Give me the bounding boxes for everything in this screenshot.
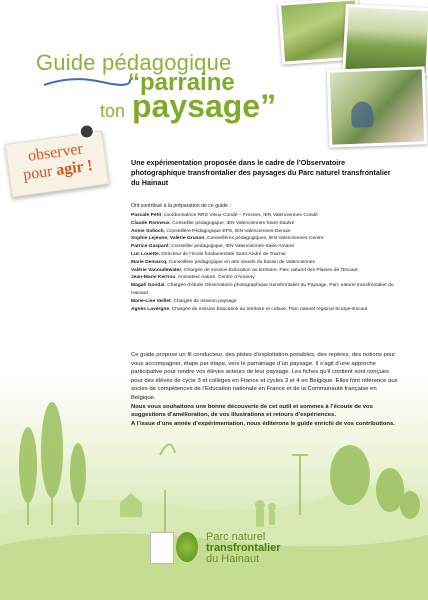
list-item — [131, 212, 406, 220]
description-paragraph: Ce guide propose un fil conducteur, des pistes d’exploitation possibles, des repères, des notions pour vous accompagner, étape par étape, vers le parrainage d’un paysage. Il s’agit d’une approche participative pour rendre vos élèves acteurs de leur paysage. Les fiches qu’il contient sont conçues pour des élèves de cycle 3 et collèges en France et cycles 3 et 4 en Belgique. Elles font référence aux socles de compétences de l’Education nationale en France et de la Communauté française en Belgique. — [131, 352, 398, 401]
contributor-name: Annie Solloch — [131, 228, 164, 234]
contributor-role: , Conseillère Pédagogique EPS, IEN Valenciennes-Denain — [163, 228, 291, 234]
title-guide-pedagogique: Guide pédagogique — [36, 50, 232, 75]
list-item — [131, 282, 406, 298]
parc-logo — [176, 532, 198, 562]
parc-name-line1: Parc naturel — [206, 531, 266, 543]
contributor-name: Agnès Lavergne — [131, 306, 170, 312]
partner-logo — [150, 532, 174, 564]
closing-paragraph: A l’issue d’une année d’expérimentation, nous éditerons le guide enrichi de vos contributions. — [131, 420, 395, 427]
contributor-name: Sophie Lejeune, Valérie Gruson — [131, 236, 205, 242]
field-photo — [342, 4, 428, 76]
list-item — [131, 259, 406, 267]
list-item — [131, 306, 406, 314]
title-paysage: paysage” — [132, 88, 277, 124]
class-activity-photo — [327, 66, 428, 147]
photo-collage — [278, 0, 428, 150]
stamp-line2-bold: agir ! — [55, 157, 94, 180]
stamp-line2-prefix: pour — [22, 162, 58, 184]
list-item — [131, 251, 406, 259]
list-item — [131, 220, 406, 228]
contributor-name: Valérie Vanoudewater — [131, 267, 182, 273]
contributor-role: , coordonnatrice RRS Vieux-Condé – Fresnes, IEN Valenciennes-Condé — [161, 213, 318, 218]
contributor-name: Claude Ronneux — [131, 220, 170, 226]
contributor-role: , Chargée de mission Education au territoire, Parc naturel des Plaines de l’Escaut — [181, 267, 358, 273]
contributor-name: Pascale Petit — [131, 213, 162, 218]
parc-name-line2: transfrontalier — [206, 542, 281, 554]
contributor-role: , Animateur nature, Centre d’Amaury — [175, 275, 255, 281]
observer-stamp — [5, 130, 110, 197]
contributor-role: , Chargée de mission paysage — [170, 298, 237, 304]
stamp-line1: observer — [26, 140, 84, 165]
contributor-name: Magali Gondal — [131, 283, 165, 289]
title-swoosh — [42, 75, 132, 89]
intro-text: Une expérimentation proposée dans le cadre de l’Observatoire photographique transfrontalier des paysages du Parc naturel transfrontalier du Hainaut — [131, 158, 391, 187]
list-item — [131, 235, 406, 243]
contributor-role: , Conseiller pédagogique, IEN Valenciennes-Saint-Amand — [168, 244, 294, 250]
list-item — [131, 298, 406, 306]
list-item — [131, 228, 406, 236]
list-item — [131, 274, 406, 282]
contributor-role: , Conseillère pédagogique en arts visuels du bassin de Valenciennes — [166, 259, 315, 265]
contributor-role: , Chargée de mission Education au territoire et culture, Parc naturel régional Scarpe-Escaut — [169, 306, 368, 312]
contributors-list — [131, 212, 406, 313]
contributors-heading: Ont contribué à la préparation de ce guide : — [131, 203, 231, 209]
contributor-role: , Conseillères pédagogiques, IEN Valenciennes-Centre — [204, 236, 324, 242]
contributor-name: Jean-Marie Kerriou — [131, 275, 176, 281]
contributor-name: Luc Louette — [131, 251, 159, 257]
list-item — [131, 243, 406, 251]
list-item — [131, 267, 406, 275]
title-ton: ton — [100, 101, 126, 121]
contributor-name: Marie-Lise Veillet — [131, 298, 171, 304]
contributor-name: Patrice Gaspard — [131, 244, 169, 250]
contributor-role: , Directeur de l’école fondamentale Saint-André de Tournai — [158, 251, 286, 257]
parc-naturel-name — [206, 532, 281, 565]
feedback-paragraph: Nous vous souhaitons une bonne découverte de cet outil et sommes à l’écoute de vos suggestions d’amélioration, de vos illustrations et retours d’expériences. — [131, 403, 373, 419]
title-parraine: “parraine — [128, 69, 235, 96]
contributor-role: , Chargée d’étude Observatoire photographique transfrontalier du Paysage, Parc naturel transfrontalier du Hainaut — [131, 283, 394, 296]
parc-name-line3: du Hainaut — [206, 553, 260, 565]
contributor-role: , Conseiller pédagogique, IEN Valenciennes-Saint-Saulve — [169, 220, 295, 226]
contributor-name: Marie Demarcq — [131, 259, 167, 265]
